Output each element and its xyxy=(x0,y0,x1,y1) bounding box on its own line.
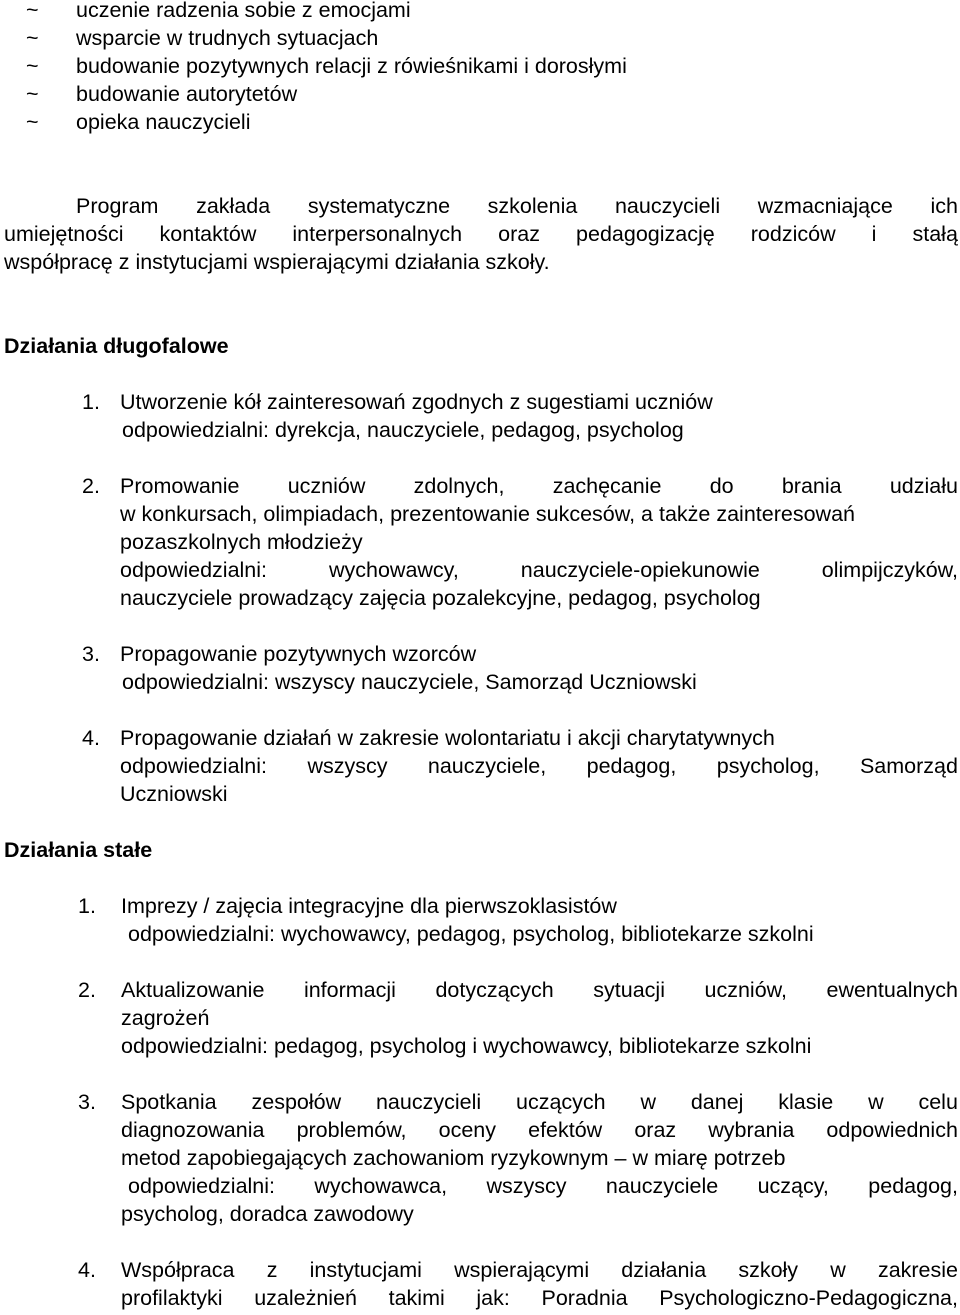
bullet-text: budowanie autorytetów xyxy=(76,82,298,106)
word: wybrania xyxy=(708,1118,795,1142)
item-text xyxy=(121,1256,958,1284)
section-heading-long-term: Działania długofalowe xyxy=(4,334,229,358)
word: nauczyciele-opiekunowie xyxy=(520,558,760,582)
item-responsible: nauczyciele prowadzący zajęcia pozalekcyjne, pedagog, psycholog xyxy=(120,586,761,610)
word: pedagogizację xyxy=(576,222,715,246)
word: i xyxy=(871,222,877,246)
word: jak: xyxy=(476,1286,510,1310)
tilde-marker: ~ xyxy=(26,0,39,22)
word: pedagog, xyxy=(868,1174,958,1198)
word: szkoły xyxy=(738,1258,799,1282)
item-number: 1. xyxy=(78,894,96,918)
word: szkolenia xyxy=(487,194,578,218)
word: do xyxy=(709,474,734,498)
item-text: Imprezy / zajęcia integracyjne dla pierwszoklasistów xyxy=(121,894,617,918)
word: zakłada xyxy=(196,194,271,218)
word: w xyxy=(640,1090,656,1114)
intro-line xyxy=(4,220,958,248)
bullet-item xyxy=(26,24,379,52)
bullet-item xyxy=(26,80,298,108)
word: w xyxy=(868,1090,884,1114)
word: Aktualizowanie xyxy=(121,978,265,1002)
word: uczący, xyxy=(757,1174,829,1198)
tilde-marker: ~ xyxy=(26,110,39,134)
word: Program xyxy=(76,194,159,218)
word: działania xyxy=(621,1258,707,1282)
word: psycholog, xyxy=(716,754,820,778)
word: Poradnia xyxy=(541,1286,628,1310)
word: danej xyxy=(690,1090,744,1114)
word: z xyxy=(266,1258,278,1282)
item-responsible: psycholog, doradca zawodowy xyxy=(121,1202,414,1226)
section-heading-permanent: Działania stałe xyxy=(4,838,153,862)
word: pedagog, xyxy=(586,754,677,778)
item-text xyxy=(121,976,958,1004)
word: kontaktów xyxy=(159,222,257,246)
word: odpowiedzialni: xyxy=(120,558,268,582)
word: interpersonalnych xyxy=(292,222,463,246)
word: stałą xyxy=(912,222,958,246)
word: umiejętności xyxy=(4,222,124,246)
word: uczniów, xyxy=(704,978,787,1002)
word: Spotkania xyxy=(121,1090,217,1114)
word: Samorząd xyxy=(859,754,958,778)
word: problemów, xyxy=(296,1118,407,1142)
word: uzależnień xyxy=(254,1286,357,1310)
item-text: Propagowanie działań w zakresie wolontariatu i akcji charytatywnych xyxy=(120,726,775,750)
word: systematyczne xyxy=(307,194,451,218)
tilde-marker: ~ xyxy=(26,54,39,78)
item-responsible xyxy=(120,752,958,780)
tilde-marker: ~ xyxy=(26,82,39,106)
word: oceny xyxy=(438,1118,496,1142)
word: nauczycieli xyxy=(375,1090,482,1114)
item-responsible xyxy=(128,1172,958,1200)
word: sytuacji xyxy=(593,978,665,1002)
item-text: w konkursach, olimpiadach, prezentowanie sukcesów, a także zainteresowań xyxy=(120,502,855,526)
item-text: Propagowanie pozytywnych wzorców xyxy=(120,642,477,666)
item-text: Utworzenie kół zainteresowań zgodnych z sugestiami uczniów xyxy=(120,390,713,414)
word: Współpraca xyxy=(121,1258,235,1282)
item-text: pozaszkolnych młodzieży xyxy=(120,530,363,554)
word: profilaktyki xyxy=(121,1286,223,1310)
word: wszyscy xyxy=(307,754,388,778)
item-responsible: odpowiedzialni: pedagog, psycholog i wychowawcy, bibliotekarze szkolni xyxy=(121,1034,812,1058)
item-text xyxy=(120,472,958,500)
item-number: 3. xyxy=(78,1090,96,1114)
bullet-text: wsparcie w trudnych sytuacjach xyxy=(76,26,379,50)
word: Promowanie xyxy=(120,474,240,498)
word: zakresie xyxy=(877,1258,958,1282)
word: w xyxy=(830,1258,846,1282)
item-number: 4. xyxy=(82,726,100,750)
bullet-text: budowanie pozytywnych relacji z rówieśnikami i dorosłymi xyxy=(76,54,627,78)
word: wspierającymi xyxy=(454,1258,590,1282)
word: nauczycieli xyxy=(614,194,721,218)
word: ewentualnych xyxy=(826,978,958,1002)
word: dotyczących xyxy=(435,978,554,1002)
word: oraz xyxy=(634,1118,677,1142)
item-text: zagrożeń xyxy=(121,1006,210,1030)
item-number: 2. xyxy=(82,474,100,498)
bullet-text: opieka nauczycieli xyxy=(76,110,251,134)
item-number: 4. xyxy=(78,1258,96,1282)
item-responsible: odpowiedzialni: dyrekcja, nauczyciele, pedagog, psycholog xyxy=(122,418,684,442)
word: brania xyxy=(781,474,842,498)
item-responsible: Uczniowski xyxy=(120,782,228,806)
bullet-text: uczenie radzenia sobie z emocjami xyxy=(76,0,411,22)
word: Psychologiczno-Pedagogiczna, xyxy=(659,1286,958,1310)
item-number: 2. xyxy=(78,978,96,1002)
item-responsible xyxy=(120,556,958,584)
word: odpowiednich xyxy=(826,1118,958,1142)
word: wychowawca, xyxy=(314,1174,448,1198)
word: informacji xyxy=(303,978,396,1002)
intro-line: współpracę z instytucjami wspierającymi działania szkoły. xyxy=(4,250,550,274)
item-responsible: odpowiedzialni: wszyscy nauczyciele, Samorząd Uczniowski xyxy=(122,670,697,694)
word: odpowiedzialni: xyxy=(128,1174,276,1198)
word: nauczyciele, xyxy=(427,754,547,778)
word: nauczyciele xyxy=(605,1174,719,1198)
word: wszyscy xyxy=(486,1174,567,1198)
word: uczących xyxy=(515,1090,606,1114)
item-text xyxy=(121,1088,958,1116)
word: uczniów xyxy=(287,474,366,498)
item-text xyxy=(121,1284,958,1312)
word: rodziców xyxy=(750,222,836,246)
word: celu xyxy=(918,1090,958,1114)
word: diagnozowania xyxy=(121,1118,265,1142)
item-text xyxy=(121,1116,958,1144)
word: olimpijczyków, xyxy=(821,558,958,582)
word: udziału xyxy=(889,474,958,498)
word: instytucjami xyxy=(309,1258,422,1282)
bullet-item xyxy=(26,52,627,80)
word: klasie xyxy=(778,1090,834,1114)
word: takimi xyxy=(388,1286,445,1310)
bullet-item xyxy=(26,108,251,136)
word: zdolnych, xyxy=(413,474,505,498)
word: wychowawcy, xyxy=(328,558,459,582)
word: efektów xyxy=(528,1118,603,1142)
intro-line xyxy=(76,192,958,220)
item-text: metod zapobiegających zachowaniom ryzykownym – w miarę potrzeb xyxy=(121,1146,786,1170)
word: ich xyxy=(930,194,958,218)
tilde-marker: ~ xyxy=(26,26,39,50)
item-number: 3. xyxy=(82,642,100,666)
item-responsible: odpowiedzialni: wychowawcy, pedagog, psycholog, bibliotekarze szkolni xyxy=(128,922,814,946)
word: zachęcanie xyxy=(552,474,662,498)
word: zespołów xyxy=(251,1090,342,1114)
item-number: 1. xyxy=(82,390,100,414)
word: oraz xyxy=(498,222,540,246)
bullet-item xyxy=(26,0,411,24)
word: wzmacniające xyxy=(757,194,893,218)
word: odpowiedzialni: xyxy=(120,754,268,778)
